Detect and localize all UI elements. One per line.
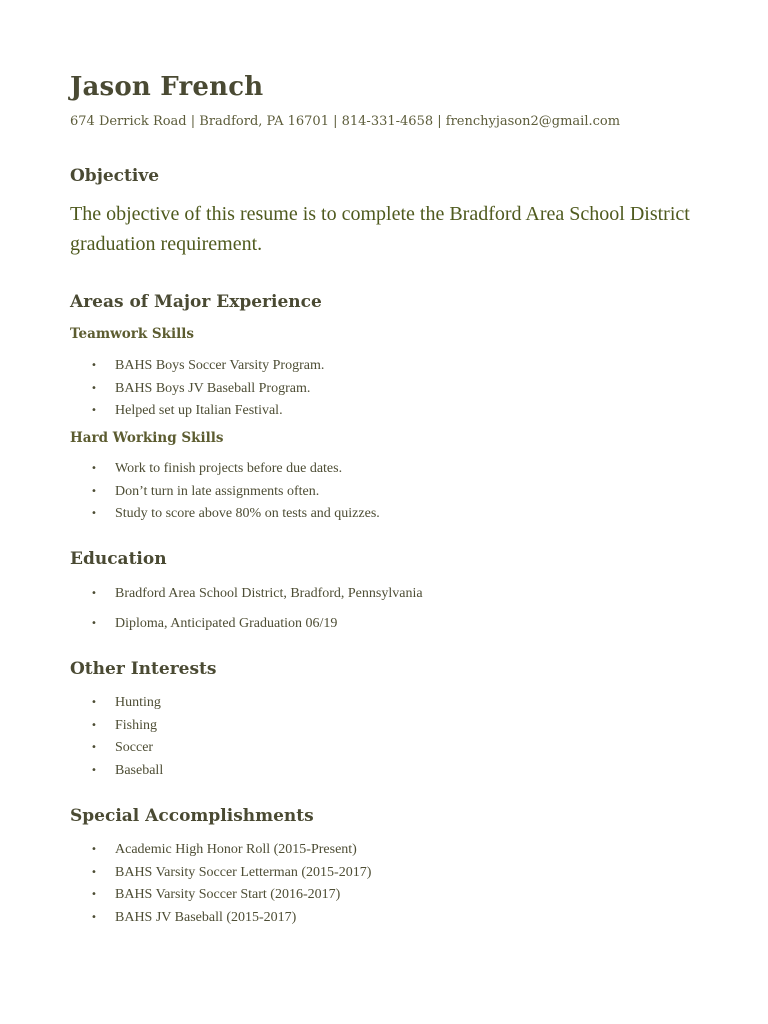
- bullet-icon: •: [91, 588, 97, 599]
- bullet-icon: •: [91, 508, 97, 519]
- hardworking-list: [70, 458, 380, 526]
- contact-line: 674 Derrick Road | Bradford, PA 16701 | 814-331-4658 | frenchyjason2@gmail.com: [70, 114, 621, 129]
- teamwork-list: [70, 355, 324, 423]
- bullet-icon: •: [91, 866, 97, 878]
- list-item: • Soccer: [70, 737, 163, 760]
- bullet-icon: •: [91, 463, 97, 474]
- list-item: • Fishing: [70, 715, 163, 738]
- candidate-name: Jason French: [70, 72, 264, 102]
- bullet-icon: •: [91, 911, 97, 923]
- bullet-icon: •: [91, 485, 97, 497]
- experience-heading: Areas of Major Experience: [70, 292, 322, 312]
- list-item: • Don’t turn in late assignments often.: [70, 481, 380, 504]
- bullet-icon: •: [91, 360, 97, 371]
- hardworking-heading: Hard Working Skills: [70, 430, 224, 446]
- bullet-icon: •: [91, 719, 97, 731]
- list-item: • BAHS Boys Soccer Varsity Program.: [70, 355, 324, 378]
- list-item: • Helped set up Italian Festival.: [70, 400, 324, 423]
- bullet-icon: •: [91, 618, 97, 629]
- bullet-icon: •: [91, 889, 97, 900]
- accomplishments-heading: Special Accomplishments: [70, 806, 314, 826]
- objective-text: The objective of this resume is to complete the Bradford Area School District graduation requirement.: [70, 203, 690, 255]
- objective-heading: Objective: [70, 166, 160, 186]
- list-item: • Hunting: [70, 692, 163, 715]
- bullet-icon: •: [91, 844, 97, 855]
- bullet-icon: •: [91, 742, 97, 753]
- list-item: • BAHS Varsity Soccer Start (2016-2017): [70, 884, 371, 907]
- list-item: • Baseball: [70, 760, 163, 783]
- list-item: • BAHS Boys JV Baseball Program.: [70, 378, 324, 401]
- interests-list: [70, 692, 163, 782]
- bullet-icon: •: [91, 382, 97, 394]
- list-item: • Academic High Honor Roll (2015-Present): [70, 839, 371, 862]
- list-item: • Work to finish projects before due dates.: [70, 458, 380, 481]
- interests-heading: Other Interests: [70, 659, 217, 679]
- accomplishments-list: [70, 839, 371, 929]
- bullet-icon: •: [91, 697, 97, 708]
- bullet-icon: •: [91, 405, 97, 416]
- list-item: • Study to score above 80% on tests and quizzes.: [70, 503, 380, 526]
- list-item: • Diploma, Anticipated Graduation 06/19: [70, 609, 423, 639]
- list-item: • Bradford Area School District, Bradford, Pennsylvania: [70, 579, 423, 609]
- list-item: • BAHS Varsity Soccer Letterman (2015-2017): [70, 862, 371, 885]
- bullet-icon: •: [91, 764, 97, 776]
- teamwork-heading: Teamwork Skills: [70, 326, 194, 342]
- education-heading: Education: [70, 549, 167, 569]
- education-list: [70, 579, 423, 639]
- list-item: • BAHS JV Baseball (2015-2017): [70, 907, 371, 930]
